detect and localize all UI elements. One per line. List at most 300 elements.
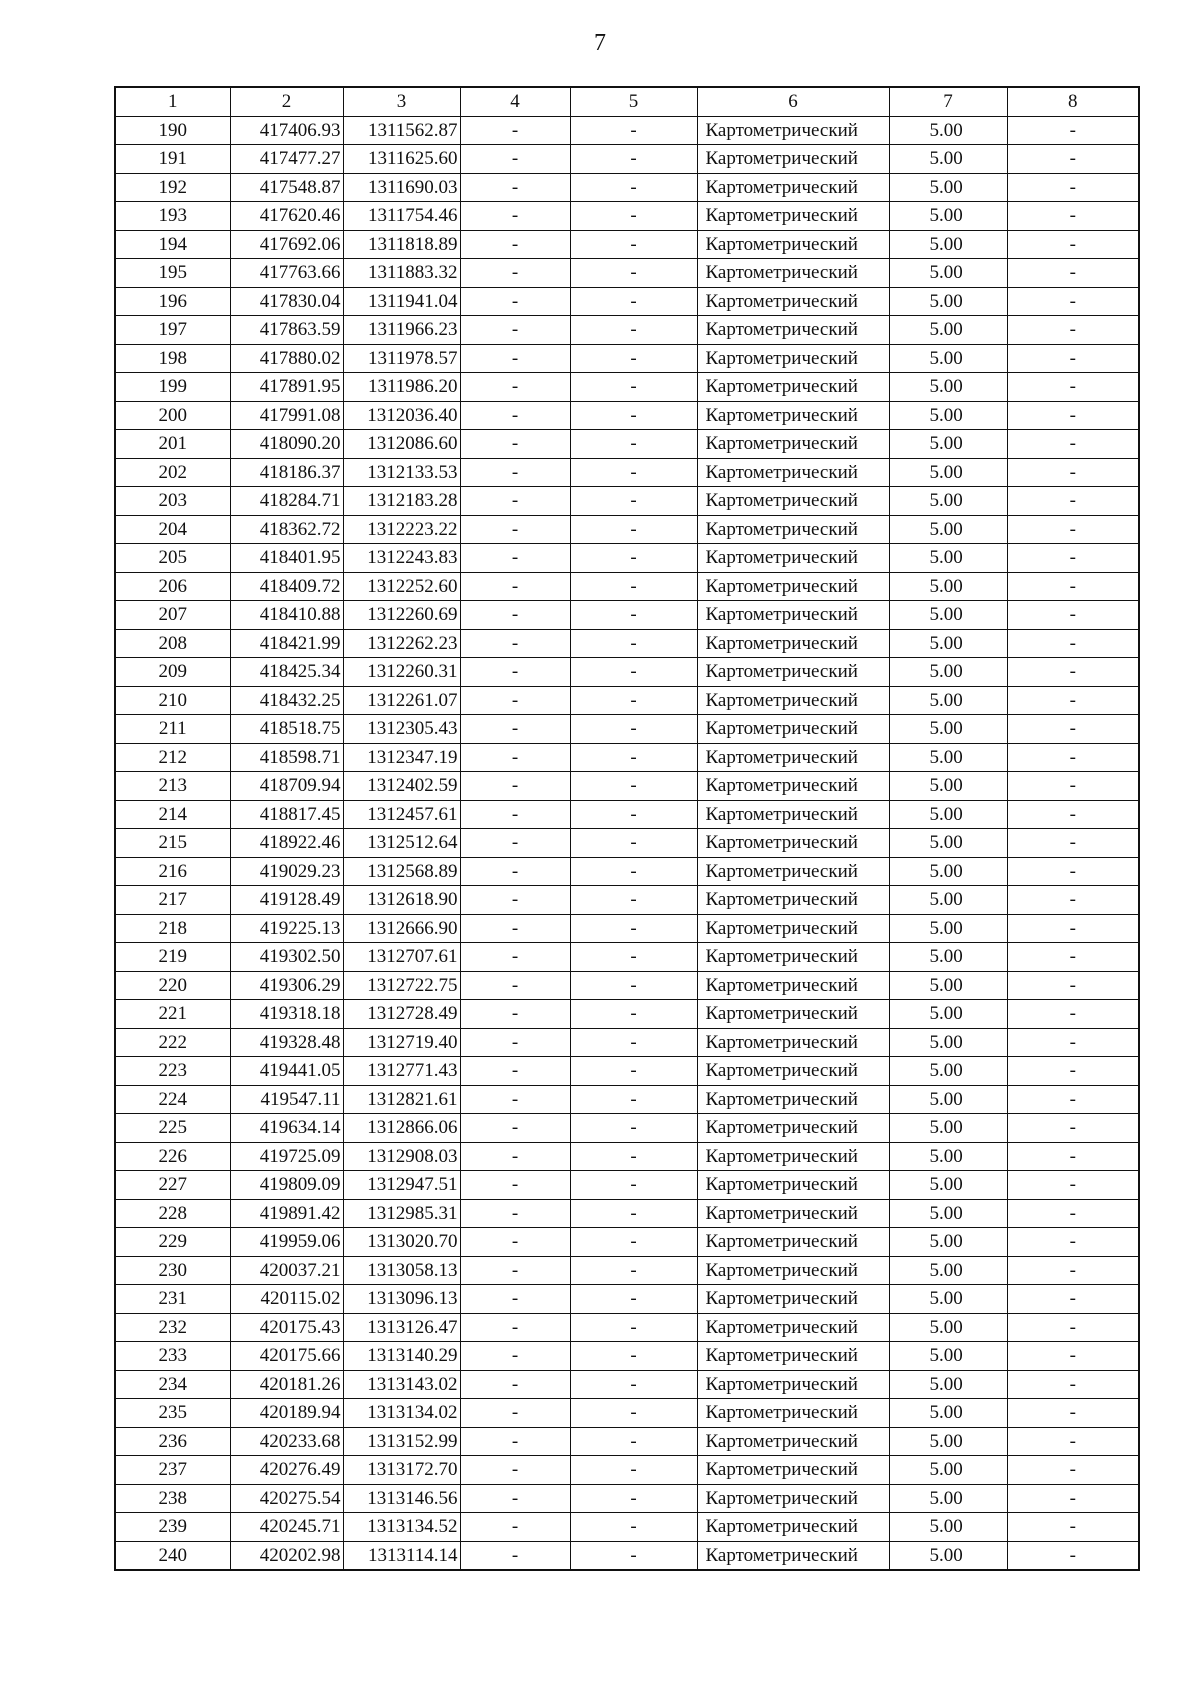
column-5-cell: - — [570, 1370, 697, 1399]
x-coordinate-cell: 418409.72 — [230, 572, 343, 601]
column-8-cell: - — [1007, 373, 1139, 402]
point-number-cell: 192 — [115, 173, 230, 202]
accuracy-cell: 5.00 — [889, 287, 1007, 316]
y-coordinate-cell: 1312512.64 — [343, 829, 460, 858]
method-cell: Картометрический — [697, 1114, 889, 1143]
method-cell: Картометрический — [697, 116, 889, 145]
y-coordinate-cell: 1312908.03 — [343, 1142, 460, 1171]
x-coordinate-cell: 418598.71 — [230, 743, 343, 772]
y-coordinate-cell: 1311625.60 — [343, 145, 460, 174]
table-row — [115, 1228, 1139, 1257]
table-row — [115, 1000, 1139, 1029]
accuracy-cell: 5.00 — [889, 1142, 1007, 1171]
y-coordinate-cell: 1312252.60 — [343, 572, 460, 601]
method-cell: Картометрический — [697, 401, 889, 430]
method-cell: Картометрический — [697, 1000, 889, 1029]
accuracy-cell: 5.00 — [889, 914, 1007, 943]
column-header: 7 — [889, 87, 1007, 116]
column-4-cell: - — [460, 1399, 570, 1428]
table-row — [115, 601, 1139, 630]
method-cell: Картометрический — [697, 544, 889, 573]
point-number-cell: 234 — [115, 1370, 230, 1399]
point-number-cell: 213 — [115, 772, 230, 801]
column-5-cell: - — [570, 1000, 697, 1029]
point-number-cell: 230 — [115, 1256, 230, 1285]
column-4-cell: - — [460, 287, 570, 316]
point-number-cell: 190 — [115, 116, 230, 145]
method-cell: Картометрический — [697, 1171, 889, 1200]
accuracy-cell: 5.00 — [889, 1484, 1007, 1513]
column-5-cell: - — [570, 1513, 697, 1542]
point-number-cell: 236 — [115, 1427, 230, 1456]
x-coordinate-cell: 418432.25 — [230, 686, 343, 715]
method-cell: Картометрический — [697, 430, 889, 459]
y-coordinate-cell: 1312719.40 — [343, 1028, 460, 1057]
point-number-cell: 212 — [115, 743, 230, 772]
table-body — [115, 116, 1139, 1570]
coordinates-table — [114, 86, 1140, 1571]
point-number-cell: 208 — [115, 629, 230, 658]
column-8-cell: - — [1007, 886, 1139, 915]
table-row — [115, 943, 1139, 972]
column-5-cell: - — [570, 1541, 697, 1570]
method-cell: Картометрический — [697, 458, 889, 487]
y-coordinate-cell: 1312722.75 — [343, 971, 460, 1000]
point-number-cell: 227 — [115, 1171, 230, 1200]
column-4-cell: - — [460, 971, 570, 1000]
column-4-cell: - — [460, 914, 570, 943]
column-4-cell: - — [460, 1228, 570, 1257]
column-8-cell: - — [1007, 1313, 1139, 1342]
x-coordinate-cell: 418186.37 — [230, 458, 343, 487]
column-header: 2 — [230, 87, 343, 116]
accuracy-cell: 5.00 — [889, 259, 1007, 288]
x-coordinate-cell: 419306.29 — [230, 971, 343, 1000]
y-coordinate-cell: 1312223.22 — [343, 515, 460, 544]
point-number-cell: 238 — [115, 1484, 230, 1513]
table-row — [115, 1256, 1139, 1285]
column-4-cell: - — [460, 1513, 570, 1542]
column-5-cell: - — [570, 316, 697, 345]
column-4-cell: - — [460, 1427, 570, 1456]
y-coordinate-cell: 1312821.61 — [343, 1085, 460, 1114]
x-coordinate-cell: 418401.95 — [230, 544, 343, 573]
y-coordinate-cell: 1313134.52 — [343, 1513, 460, 1542]
x-coordinate-cell: 420175.43 — [230, 1313, 343, 1342]
column-4-cell: - — [460, 1541, 570, 1570]
column-4-cell: - — [460, 686, 570, 715]
method-cell: Картометрический — [697, 686, 889, 715]
column-8-cell: - — [1007, 344, 1139, 373]
accuracy-cell: 5.00 — [889, 202, 1007, 231]
x-coordinate-cell: 420037.21 — [230, 1256, 343, 1285]
accuracy-cell: 5.00 — [889, 173, 1007, 202]
y-coordinate-cell: 1312347.19 — [343, 743, 460, 772]
column-4-cell: - — [460, 173, 570, 202]
method-cell: Картометрический — [697, 1028, 889, 1057]
point-number-cell: 207 — [115, 601, 230, 630]
x-coordinate-cell: 417477.27 — [230, 145, 343, 174]
column-4-cell: - — [460, 886, 570, 915]
point-number-cell: 215 — [115, 829, 230, 858]
point-number-cell: 202 — [115, 458, 230, 487]
method-cell: Картометрический — [697, 287, 889, 316]
table-row — [115, 1057, 1139, 1086]
point-number-cell: 228 — [115, 1199, 230, 1228]
y-coordinate-cell: 1312771.43 — [343, 1057, 460, 1086]
column-4-cell: - — [460, 430, 570, 459]
accuracy-cell: 5.00 — [889, 458, 1007, 487]
x-coordinate-cell: 419891.42 — [230, 1199, 343, 1228]
column-8-cell: - — [1007, 401, 1139, 430]
column-8-cell: - — [1007, 1541, 1139, 1570]
y-coordinate-cell: 1313020.70 — [343, 1228, 460, 1257]
x-coordinate-cell: 417891.95 — [230, 373, 343, 402]
y-coordinate-cell: 1313146.56 — [343, 1484, 460, 1513]
column-5-cell: - — [570, 1285, 697, 1314]
column-4-cell: - — [460, 344, 570, 373]
column-8-cell: - — [1007, 1228, 1139, 1257]
column-5-cell: - — [570, 1142, 697, 1171]
column-header: 6 — [697, 87, 889, 116]
x-coordinate-cell: 420275.54 — [230, 1484, 343, 1513]
method-cell: Картометрический — [697, 1313, 889, 1342]
x-coordinate-cell: 418425.34 — [230, 658, 343, 687]
method-cell: Картометрический — [697, 202, 889, 231]
column-8-cell: - — [1007, 1285, 1139, 1314]
method-cell: Картометрический — [697, 772, 889, 801]
point-number-cell: 220 — [115, 971, 230, 1000]
column-4-cell: - — [460, 202, 570, 231]
column-4-cell: - — [460, 943, 570, 972]
table-row — [115, 1541, 1139, 1570]
table-row — [115, 173, 1139, 202]
column-5-cell: - — [570, 287, 697, 316]
column-5-cell: - — [570, 1427, 697, 1456]
accuracy-cell: 5.00 — [889, 629, 1007, 658]
point-number-cell: 196 — [115, 287, 230, 316]
column-4-cell: - — [460, 629, 570, 658]
column-8-cell: - — [1007, 515, 1139, 544]
column-4-cell: - — [460, 1199, 570, 1228]
column-5-cell: - — [570, 971, 697, 1000]
table-row — [115, 914, 1139, 943]
column-4-cell: - — [460, 458, 570, 487]
column-5-cell: - — [570, 1256, 697, 1285]
accuracy-cell: 5.00 — [889, 344, 1007, 373]
y-coordinate-cell: 1313114.14 — [343, 1541, 460, 1570]
column-4-cell: - — [460, 1114, 570, 1143]
accuracy-cell: 5.00 — [889, 743, 1007, 772]
accuracy-cell: 5.00 — [889, 800, 1007, 829]
method-cell: Картометрический — [697, 1285, 889, 1314]
column-8-cell: - — [1007, 1399, 1139, 1428]
x-coordinate-cell: 418362.72 — [230, 515, 343, 544]
accuracy-cell: 5.00 — [889, 1342, 1007, 1371]
accuracy-cell: 5.00 — [889, 1541, 1007, 1570]
page-number: 7 — [594, 30, 606, 56]
x-coordinate-cell: 418284.71 — [230, 487, 343, 516]
method-cell: Картометрический — [697, 373, 889, 402]
column-4-cell: - — [460, 1085, 570, 1114]
x-coordinate-cell: 417880.02 — [230, 344, 343, 373]
point-number-cell: 232 — [115, 1313, 230, 1342]
accuracy-cell: 5.00 — [889, 373, 1007, 402]
column-4-cell: - — [460, 572, 570, 601]
x-coordinate-cell: 420202.98 — [230, 1541, 343, 1570]
method-cell: Картометрический — [697, 1541, 889, 1570]
column-5-cell: - — [570, 544, 697, 573]
table-row — [115, 800, 1139, 829]
column-5-cell: - — [570, 686, 697, 715]
point-number-cell: 191 — [115, 145, 230, 174]
table-row — [115, 715, 1139, 744]
column-4-cell: - — [460, 658, 570, 687]
column-5-cell: - — [570, 202, 697, 231]
x-coordinate-cell: 417692.06 — [230, 230, 343, 259]
point-number-cell: 226 — [115, 1142, 230, 1171]
method-cell: Картометрический — [697, 971, 889, 1000]
point-number-cell: 222 — [115, 1028, 230, 1057]
column-5-cell: - — [570, 259, 697, 288]
table-row — [115, 401, 1139, 430]
point-number-cell: 203 — [115, 487, 230, 516]
point-number-cell: 204 — [115, 515, 230, 544]
method-cell: Картометрический — [697, 487, 889, 516]
column-8-cell: - — [1007, 1028, 1139, 1057]
accuracy-cell: 5.00 — [889, 1456, 1007, 1485]
accuracy-cell: 5.00 — [889, 1114, 1007, 1143]
table-row — [115, 1199, 1139, 1228]
table-row — [115, 487, 1139, 516]
y-coordinate-cell: 1313143.02 — [343, 1370, 460, 1399]
method-cell: Картометрический — [697, 1484, 889, 1513]
table-row — [115, 1427, 1139, 1456]
column-4-cell: - — [460, 772, 570, 801]
column-5-cell: - — [570, 715, 697, 744]
table-row — [115, 1456, 1139, 1485]
column-8-cell: - — [1007, 145, 1139, 174]
column-4-cell: - — [460, 401, 570, 430]
table-row — [115, 145, 1139, 174]
table-row — [115, 430, 1139, 459]
table-row — [115, 1142, 1139, 1171]
method-cell: Картометрический — [697, 1370, 889, 1399]
table-row — [115, 1285, 1139, 1314]
point-number-cell: 225 — [115, 1114, 230, 1143]
column-4-cell: - — [460, 1256, 570, 1285]
y-coordinate-cell: 1311754.46 — [343, 202, 460, 231]
method-cell: Картометрический — [697, 173, 889, 202]
column-4-cell: - — [460, 1028, 570, 1057]
accuracy-cell: 5.00 — [889, 601, 1007, 630]
x-coordinate-cell: 418410.88 — [230, 601, 343, 630]
column-5-cell: - — [570, 1057, 697, 1086]
y-coordinate-cell: 1311883.32 — [343, 259, 460, 288]
column-8-cell: - — [1007, 715, 1139, 744]
method-cell: Картометрический — [697, 1199, 889, 1228]
accuracy-cell: 5.00 — [889, 1285, 1007, 1314]
point-number-cell: 219 — [115, 943, 230, 972]
method-cell: Картометрический — [697, 857, 889, 886]
accuracy-cell: 5.00 — [889, 572, 1007, 601]
table-row — [115, 1370, 1139, 1399]
method-cell: Картометрический — [697, 914, 889, 943]
point-number-cell: 223 — [115, 1057, 230, 1086]
accuracy-cell: 5.00 — [889, 1228, 1007, 1257]
column-5-cell: - — [570, 943, 697, 972]
column-5-cell: - — [570, 145, 697, 174]
column-8-cell: - — [1007, 173, 1139, 202]
method-cell: Картометрический — [697, 344, 889, 373]
column-8-cell: - — [1007, 1199, 1139, 1228]
accuracy-cell: 5.00 — [889, 1028, 1007, 1057]
column-5-cell: - — [570, 430, 697, 459]
y-coordinate-cell: 1312261.07 — [343, 686, 460, 715]
table-row — [115, 373, 1139, 402]
table-row — [115, 829, 1139, 858]
table-row — [115, 116, 1139, 145]
x-coordinate-cell: 419302.50 — [230, 943, 343, 972]
table-header-row — [115, 87, 1139, 116]
column-8-cell: - — [1007, 316, 1139, 345]
column-4-cell: - — [460, 1456, 570, 1485]
column-4-cell: - — [460, 116, 570, 145]
x-coordinate-cell: 417620.46 — [230, 202, 343, 231]
column-8-cell: - — [1007, 430, 1139, 459]
column-8-cell: - — [1007, 658, 1139, 687]
method-cell: Картометрический — [697, 1228, 889, 1257]
x-coordinate-cell: 418090.20 — [230, 430, 343, 459]
x-coordinate-cell: 420245.71 — [230, 1513, 343, 1542]
column-4-cell: - — [460, 1285, 570, 1314]
y-coordinate-cell: 1312133.53 — [343, 458, 460, 487]
accuracy-cell: 5.00 — [889, 515, 1007, 544]
column-4-cell: - — [460, 1342, 570, 1371]
column-4-cell: - — [460, 259, 570, 288]
table-row — [115, 857, 1139, 886]
table-row — [115, 971, 1139, 1000]
table-row — [115, 287, 1139, 316]
table-row — [115, 743, 1139, 772]
point-number-cell: 216 — [115, 857, 230, 886]
column-5-cell: - — [570, 601, 697, 630]
table-row — [115, 772, 1139, 801]
point-number-cell: 210 — [115, 686, 230, 715]
column-8-cell: - — [1007, 259, 1139, 288]
column-8-cell: - — [1007, 829, 1139, 858]
accuracy-cell: 5.00 — [889, 715, 1007, 744]
method-cell: Картометрический — [697, 743, 889, 772]
column-5-cell: - — [570, 401, 697, 430]
column-8-cell: - — [1007, 1342, 1139, 1371]
column-4-cell: - — [460, 857, 570, 886]
table-row — [115, 1114, 1139, 1143]
point-number-cell: 218 — [115, 914, 230, 943]
method-cell: Картометрический — [697, 601, 889, 630]
table-row — [115, 202, 1139, 231]
column-5-cell: - — [570, 1484, 697, 1513]
accuracy-cell: 5.00 — [889, 1313, 1007, 1342]
accuracy-cell: 5.00 — [889, 1000, 1007, 1029]
table-row — [115, 1028, 1139, 1057]
table-row — [115, 1313, 1139, 1342]
accuracy-cell: 5.00 — [889, 1370, 1007, 1399]
column-8-cell: - — [1007, 202, 1139, 231]
accuracy-cell: 5.00 — [889, 943, 1007, 972]
x-coordinate-cell: 417830.04 — [230, 287, 343, 316]
accuracy-cell: 5.00 — [889, 145, 1007, 174]
x-coordinate-cell: 419634.14 — [230, 1114, 343, 1143]
method-cell: Картометрический — [697, 1085, 889, 1114]
point-number-cell: 201 — [115, 430, 230, 459]
column-5-cell: - — [570, 173, 697, 202]
point-number-cell: 214 — [115, 800, 230, 829]
method-cell: Картометрический — [697, 1256, 889, 1285]
x-coordinate-cell: 420115.02 — [230, 1285, 343, 1314]
column-8-cell: - — [1007, 1142, 1139, 1171]
column-5-cell: - — [570, 487, 697, 516]
table-row — [115, 515, 1139, 544]
column-5-cell: - — [570, 629, 697, 658]
table-row — [115, 886, 1139, 915]
accuracy-cell: 5.00 — [889, 1399, 1007, 1428]
x-coordinate-cell: 419547.11 — [230, 1085, 343, 1114]
y-coordinate-cell: 1311941.04 — [343, 287, 460, 316]
column-8-cell: - — [1007, 1370, 1139, 1399]
column-4-cell: - — [460, 800, 570, 829]
column-5-cell: - — [570, 515, 697, 544]
method-cell: Картометрический — [697, 515, 889, 544]
column-8-cell: - — [1007, 1484, 1139, 1513]
accuracy-cell: 5.00 — [889, 544, 1007, 573]
column-4-cell: - — [460, 145, 570, 174]
column-8-cell: - — [1007, 1171, 1139, 1200]
accuracy-cell: 5.00 — [889, 487, 1007, 516]
x-coordinate-cell: 417863.59 — [230, 316, 343, 345]
column-5-cell: - — [570, 800, 697, 829]
column-4-cell: - — [460, 1171, 570, 1200]
point-number-cell: 239 — [115, 1513, 230, 1542]
column-4-cell: - — [460, 544, 570, 573]
column-5-cell: - — [570, 914, 697, 943]
accuracy-cell: 5.00 — [889, 401, 1007, 430]
y-coordinate-cell: 1313152.99 — [343, 1427, 460, 1456]
column-5-cell: - — [570, 829, 697, 858]
x-coordinate-cell: 417406.93 — [230, 116, 343, 145]
method-cell: Картометрический — [697, 316, 889, 345]
column-5-cell: - — [570, 1171, 697, 1200]
y-coordinate-cell: 1313172.70 — [343, 1456, 460, 1485]
point-number-cell: 205 — [115, 544, 230, 573]
point-number-cell: 193 — [115, 202, 230, 231]
x-coordinate-cell: 420276.49 — [230, 1456, 343, 1485]
column-8-cell: - — [1007, 629, 1139, 658]
x-coordinate-cell: 418922.46 — [230, 829, 343, 858]
x-coordinate-cell: 417548.87 — [230, 173, 343, 202]
y-coordinate-cell: 1312666.90 — [343, 914, 460, 943]
accuracy-cell: 5.00 — [889, 1057, 1007, 1086]
column-5-cell: - — [570, 1028, 697, 1057]
y-coordinate-cell: 1311690.03 — [343, 173, 460, 202]
y-coordinate-cell: 1313126.47 — [343, 1313, 460, 1342]
y-coordinate-cell: 1312707.61 — [343, 943, 460, 972]
point-number-cell: 233 — [115, 1342, 230, 1371]
column-5-cell: - — [570, 886, 697, 915]
column-5-cell: - — [570, 1456, 697, 1485]
accuracy-cell: 5.00 — [889, 316, 1007, 345]
column-4-cell: - — [460, 715, 570, 744]
